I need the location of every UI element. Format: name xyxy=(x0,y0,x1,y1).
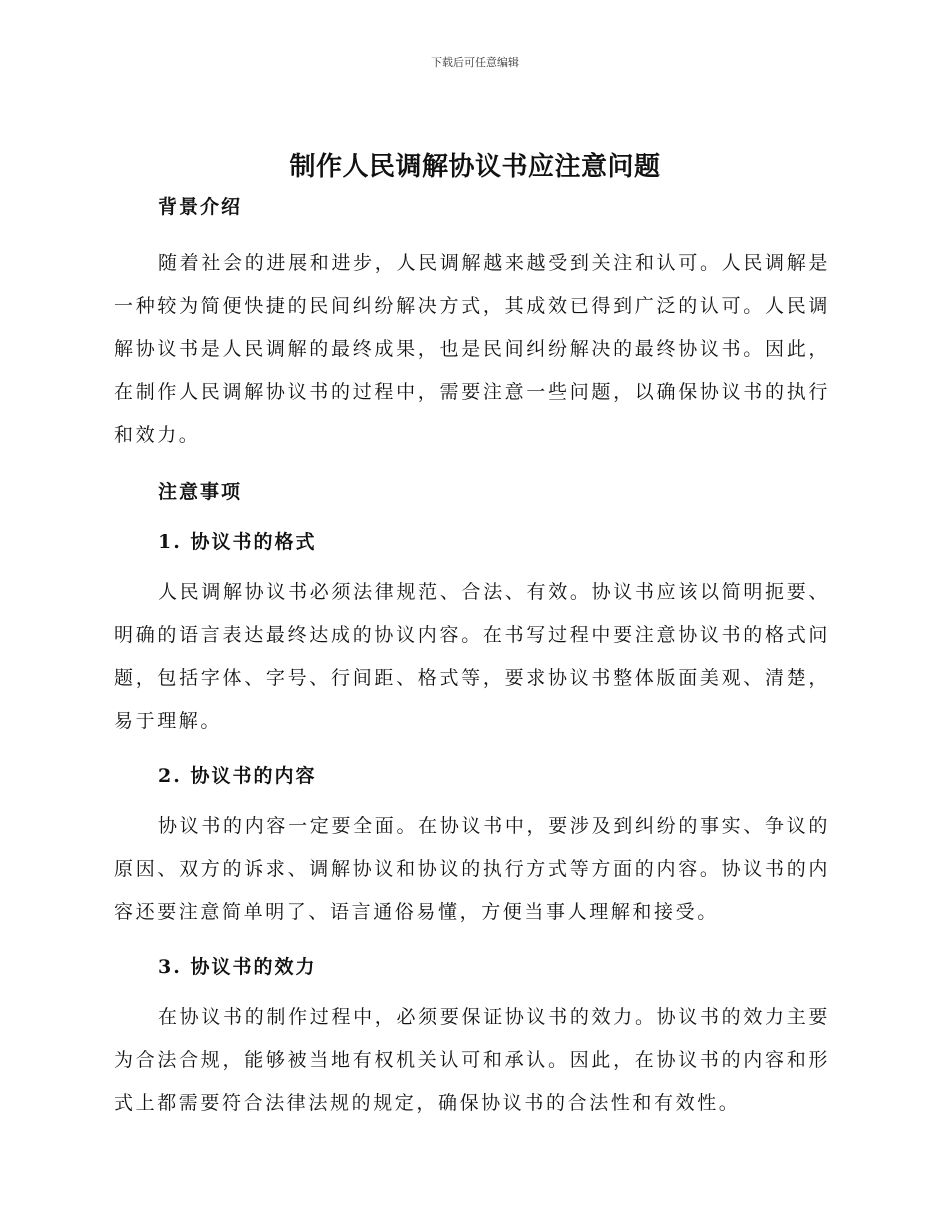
paragraph-effect: 在协议书的制作过程中，必须要保证协议书的效力。协议书的效力主要为合法合规，能够被当地有权机关认可和承认。因此，在协议书的内容和形式上都需要符合法律法规的规定，确保协议书的合法性和有效性。 xyxy=(114,1006,830,1114)
paragraph-background: 随着社会的进展和进步，人民调解越来越受到关注和认可。人民调解是一种较为简便快捷的民间纠纷解决方式，其成效已得到广泛的认可。人民调解协议书是人民调解的最终成果，也是民间纠纷解决的最终协议书。因此，在制作人民调解协议书的过程中，需要注意一些问题，以确保协议书的执行和效力。 xyxy=(114,252,830,446)
subheading-effect: 3. 协议书的效力 xyxy=(158,956,317,978)
header-note: 下载后可任意编辑 xyxy=(431,56,519,69)
document-body xyxy=(114,192,830,1125)
paragraph-format: 人民调解协议书必须法律规范、合法、有效。协议书应该以简明扼要、明确的语言表达最终达成的协议内容。在书写过程中要注意协议书的格式问题，包括字体、字号、行间距、格式等，要求协议书整体版面美观、清楚，易于理解。 xyxy=(114,581,830,732)
paragraph-content: 协议书的内容一定要全面。在协议书中，要涉及到纠纷的事实、争议的原因、双方的诉求、调解协议和协议的执行方式等方面的内容。协议书的内容还要注意简单明了、语言通俗易懂，方便当事人理解和接受。 xyxy=(114,815,830,923)
section-heading-notice: 注意事项 xyxy=(158,481,243,503)
subheading-content: 2. 协议书的内容 xyxy=(158,765,317,787)
subheading-format: 1. 协议书的格式 xyxy=(158,531,317,553)
page-title: 制作人民调解协议书应注意问题 xyxy=(289,152,661,182)
section-heading-background: 背景介绍 xyxy=(158,196,243,218)
